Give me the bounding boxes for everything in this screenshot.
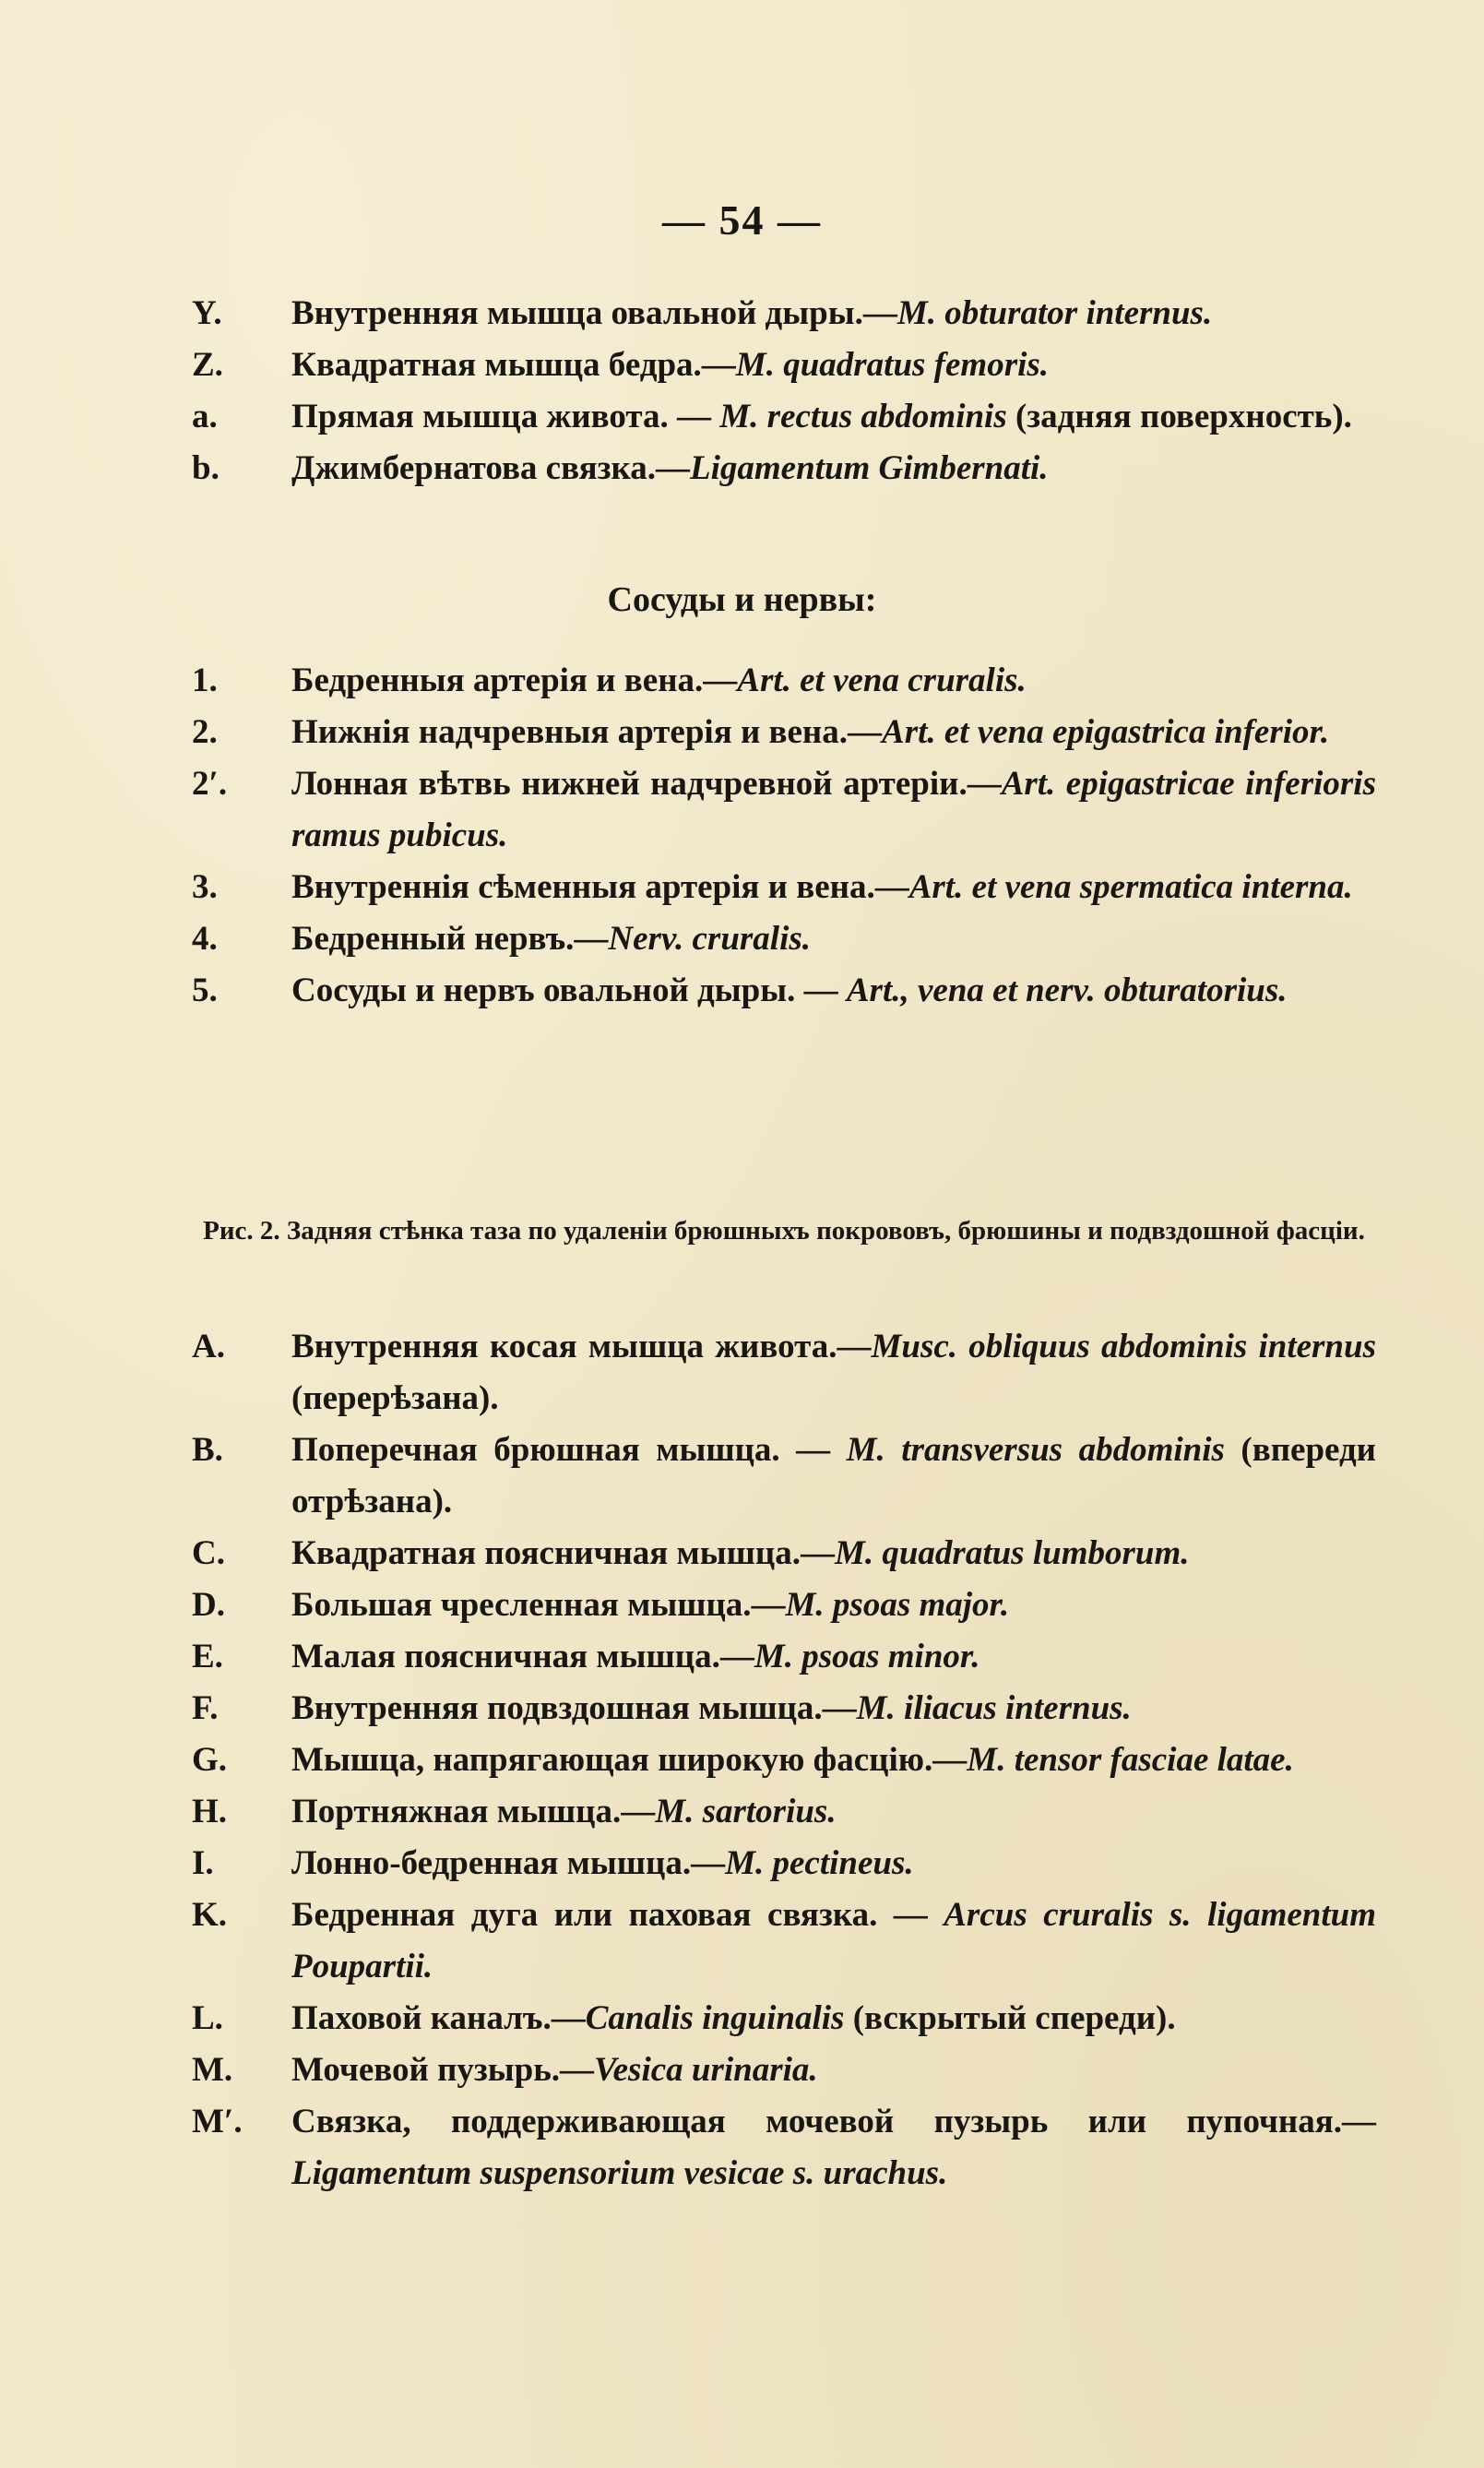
figure-legend-list <box>192 1321 1376 2200</box>
item-latin: M. iliacus internus. <box>856 1689 1132 1727</box>
list-item <box>192 2096 1376 2200</box>
item-label: 1. <box>192 662 218 699</box>
list-item <box>192 1425 1376 1528</box>
item-latin: M. quadratus lumborum. <box>834 1534 1190 1572</box>
item-label: b. <box>192 449 220 487</box>
list-item <box>192 1786 1376 1838</box>
item-label: C. <box>192 1534 225 1572</box>
item-russian: Большая чресленная мышца.— <box>291 1586 786 1624</box>
item-latin: Ligamentum suspensorium vesicae s. urachus. <box>291 2154 948 2192</box>
item-label: L. <box>192 1999 223 2037</box>
list-item <box>192 391 1376 443</box>
list-item <box>192 1528 1376 1580</box>
item-latin: Art. et vena spermatica interna. <box>908 868 1353 906</box>
item-russian: Нижнія надчревныя артерія и вена.— <box>291 713 883 751</box>
list-item <box>192 1580 1376 1631</box>
item-label: Y. <box>192 294 222 332</box>
item-label: 5. <box>192 972 218 1009</box>
figure-caption <box>192 1210 1376 1251</box>
list-item <box>192 1890 1376 1993</box>
list-item <box>192 1993 1376 2045</box>
list-item <box>192 913 1376 965</box>
item-russian: Бедренныя артерія и вена.— <box>291 662 738 699</box>
item-latin: Art. et vena epigastrica inferior. <box>882 713 1330 751</box>
item-latin: M. obturator internus. <box>896 294 1213 332</box>
list-item <box>192 758 1376 862</box>
item-latin: Canalis inguinalis <box>585 1999 845 2037</box>
item-label: D. <box>192 1586 225 1624</box>
item-russian: Внутренняя косая мышца живота.— <box>291 1328 872 1365</box>
item-russian: Портняжная мышца.— <box>291 1793 656 1830</box>
item-latin: Art., vena et nerv. obturatorius. <box>846 972 1288 1009</box>
item-russian: Лонно-бедренная мышца.— <box>291 1844 726 1882</box>
item-russian: Бедренная дуга или паховая связка. — <box>291 1896 944 1934</box>
list-item <box>192 862 1376 913</box>
item-russian: Паховой каналъ.— <box>291 1999 586 2037</box>
item-latin: M. sartorius. <box>655 1793 837 1830</box>
list-item <box>192 1321 1376 1425</box>
item-label: A. <box>192 1328 225 1365</box>
item-latin: M. transversus abdominis <box>846 1431 1225 1469</box>
item-label: 2. <box>192 713 218 751</box>
page-number: — 54 — <box>662 197 822 244</box>
list-item <box>192 655 1376 707</box>
item-latin: Ligamentum Gimbernati. <box>690 449 1049 487</box>
item-russian-note: (вскрытый спереди). <box>844 1999 1176 2037</box>
item-russian-note: (перерѣзана). <box>291 1379 499 1417</box>
item-russian-note: (впереди отрѣзана). <box>291 1431 1376 1520</box>
item-latin: Nerv. cruralis. <box>608 920 812 958</box>
item-label: M. <box>192 2051 233 2089</box>
item-latin: Art. et vena cruralis. <box>737 662 1027 699</box>
figure-caption-text: Задняя стѣнка таза по удаленіи брюшныхъ покрововъ, брюшины и подвздошной фасціи. <box>279 1216 1365 1246</box>
item-latin: M. psoas major. <box>785 1586 1010 1624</box>
figure-label: Рис. 2. <box>203 1216 280 1246</box>
item-label: H. <box>192 1793 228 1830</box>
item-label: B. <box>192 1431 223 1469</box>
item-latin: Musc. obliquus abdominis internus <box>871 1328 1376 1365</box>
item-latin: Art. epigastricae inferioris ramus pubicus. <box>291 765 1376 854</box>
list-item <box>192 965 1376 1017</box>
list-item <box>192 1838 1376 1890</box>
item-russian: Прямая мышца живота. — <box>291 398 720 435</box>
item-latin: M. tensor fasciae latae. <box>967 1741 1294 1779</box>
item-label: K. <box>192 1896 228 1934</box>
item-latin: M. quadratus femoris. <box>735 346 1050 384</box>
item-russian: Мышца, напрягающая широкую фасцію.— <box>291 1741 968 1779</box>
item-russian: Джимбернатова связка.— <box>291 449 690 487</box>
item-label: F. <box>192 1689 219 1727</box>
item-russian: Квадратная поясничная мышца.— <box>291 1534 835 1572</box>
item-latin: M. rectus abdominis <box>719 398 1007 435</box>
item-latin: Vesica urinaria. <box>594 2051 818 2089</box>
muscle-list-continued <box>192 288 1376 495</box>
item-russian: Малая поясничная мышца.— <box>291 1638 754 1675</box>
item-label: 2′. <box>192 765 228 803</box>
list-item <box>192 1735 1376 1786</box>
list-item <box>192 707 1376 758</box>
list-item <box>192 2045 1376 2096</box>
item-russian: Внутреннія сѣменныя артерія и вена.— <box>291 868 909 906</box>
vessels-nerves-list <box>192 655 1376 1017</box>
item-label: 3. <box>192 868 218 906</box>
item-latin: M. pectineus. <box>725 1844 914 1882</box>
item-russian: Бедренный нервъ.— <box>291 920 609 958</box>
item-russian: Внутренняя подвздошная мышца.— <box>291 1689 857 1727</box>
list-item <box>192 443 1376 495</box>
item-label: Z. <box>192 346 223 384</box>
item-label: M′. <box>192 2103 243 2140</box>
item-latin: Arcus cruralis s. ligamentum Poupartii. <box>291 1896 1376 1985</box>
item-label: I. <box>192 1844 214 1882</box>
item-label: E. <box>192 1638 223 1675</box>
item-label: a. <box>192 398 218 435</box>
list-item <box>192 288 1376 340</box>
item-russian: Внутренняя мышца овальной дыры.— <box>291 294 897 332</box>
list-item <box>192 1631 1376 1683</box>
item-label: 4. <box>192 920 218 958</box>
item-russian: Мочевой пузырь.— <box>291 2051 595 2089</box>
section-heading: Сосуды и нервы: <box>607 580 877 619</box>
item-russian: Связка, поддерживающая мочевой пузырь или пупочная.— <box>291 2103 1376 2140</box>
list-item <box>192 340 1376 391</box>
item-russian-note: (задняя поверхность). <box>1006 398 1352 435</box>
item-latin: M. psoas minor. <box>754 1638 980 1675</box>
item-russian: Лонная вѣтвь нижней надчревной артеріи.— <box>291 765 1002 803</box>
item-russian: Сосуды и нервъ овальной дыры. — <box>291 972 847 1009</box>
item-russian: Квадратная мышца бедра.— <box>291 346 736 384</box>
list-item <box>192 1683 1376 1735</box>
item-russian: Поперечная брюшная мышца. — <box>291 1431 847 1469</box>
item-label: G. <box>192 1741 228 1779</box>
